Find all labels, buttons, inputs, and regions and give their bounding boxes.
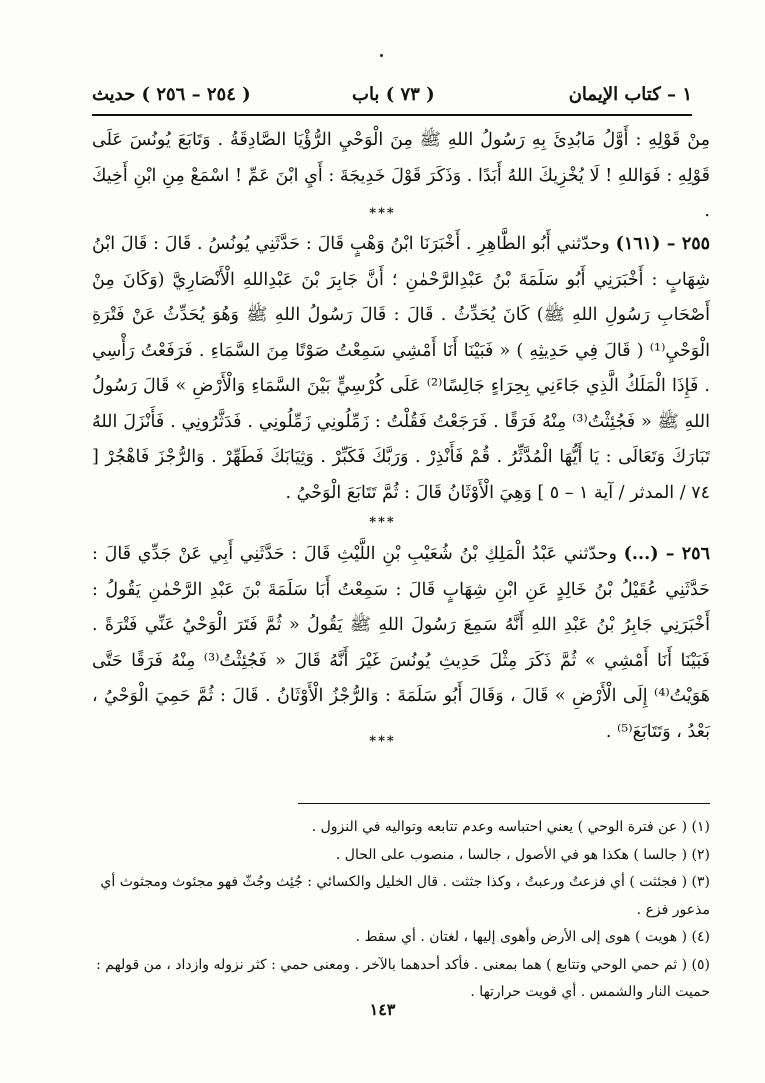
section-separator: ***	[369, 515, 396, 530]
header-rule	[92, 114, 692, 116]
page-dot	[380, 54, 383, 57]
page-number: ١٤٣	[369, 1000, 396, 1019]
hadith-256	[92, 537, 710, 750]
header-hadith-range: ( ٢٥٤ – ٢٥٦ ) حديث	[92, 84, 251, 105]
footnote-3: (٣) ( فجئثت ) أي فزعتُ ورعبتُ ، وكذا جثثت . قال الخليل والكسائي : جُئِث وجُثّ فهو مجئوث ومجثوث أي مذعور فزع .	[100, 874, 710, 918]
footnote-2: (٢) ( جالسا ) هكذا هو في الأصول ، جالسا ، منصوب على الحال .	[335, 846, 710, 863]
hadith-text: وحدّثني عَبْدُ الْمَلِكِ بْنُ شُعَيْبِ بْنِ اللَّيْثِ قَالَ : حَدَّثَنِي أَبِي عَنْ جَدِّي قَالَ : حَدَّثَنِي عُقَيْلُ بْنُ خَالِدٍ عَنِ ابْنِ شِهَابٍ قَالَ : سَمِعْتُ أَبَا سَلَمَةَ بْنَ عَبْدِ الرَّحْمٰنِ يَقُولُ : أَخْبَرَنِي جَابِرُ بْنُ عَبْدِ اللهِ أَنَّهُ سَمِعَ رَسُولَ اللهِ ﷺ يَقُولُ « ثُمَّ فَتَرَ الْوَحْيُ عَنِّي فَتْرَةً . فَبَيْنَا أَنَا أَمْشِي » ثُمَّ ذَكَرَ مِثْلَ حَدِيثِ يُونُسَ غَيْرَ أَنَّهُ قَالَ « فَجُئِثْتُ⁽³⁾ مِنْهُ فَرَقًا حَتَّى هَوَيْتُ⁽⁴⁾ إِلَى الْأَرْضِ » قَالَ ، وَقَالَ أَبُو سَلَمَةَ : وَالرُّجْزُ الْأَوْثَانُ . قَالَ : ثُمَّ حَمِيَ الْوَحْيُ ، بَعْدُ ، وَتَتَابَعَ⁽⁵⁾ .	[92, 544, 710, 742]
footnote-4: (٤) ( هويت ) هوى إلى الأرض وأهوى إليها ، لغتان . أي سقط .	[355, 929, 710, 945]
footnote-5: (٥) ( ثم حمي الوحي وتتابع ) هما بمعنى . فأكد أحدهما بالآخر . ومعنى حمي : كثر نزوله وازداد ، من قولهم : حميت النار والشمس . أي قويت حرارتها .	[96, 956, 710, 1000]
hadith-text: وحدّثني أَبُو الطَّاهِرِ . أَخْبَرَنَا ابْنُ وَهْبٍ قَالَ : حَدَّثَنِي يُونُسُ . قَالَ : قَالَ ابْنُ شِهَابٍ : أَخْبَرَنِي أَبُو سَلَمَةَ بْنُ عَبْدِالرَّحْمٰنِ ؛ أَنَّ جَابِرَ بْنَ عَبْدِاللهِ الْأَنْصَارِيَّ (وَكَانَ مِنْ أَصْحَابِ رَسُولِ اللهِ ﷺ) كَانَ يُحَدِّثُ . قَالَ : قَالَ رَسُولُ اللهِ ﷺ وَهُوَ يُحَدِّثُ عَنْ فَتْرَةِ الْوَحْيِ⁽¹⁾ ( قَالَ فِي حَدِيثِهِ ) « فَبَيْنَا أَنَا أَمْشِي سَمِعْتُ صَوْتًا مِنَ السَّمَاءِ . فَرَفَعْتُ رَأْسِي . فَإِذَا الْمَلَكُ الَّذِي جَاءَنِي بِحِرَاءٍ جَالِسًا⁽²⁾ عَلَى كُرْسِيٍّ بَيْنَ السَّمَاءِ وَالْأَرْضِ » قَالَ رَسُولُ اللهِ ﷺ « فَجُئِثْتُ⁽³⁾ مِنْهُ فَرَقًا . فَرَجَعْتُ فَقُلْتُ : زَمِّلُونِي زَمِّلُونِي . فَدَثَّرُونِي . فَأَنْزَلَ اللهُ تَبَارَكَ وَتَعَالَى : يَا أَيُّهَا الْمُدَّثِّرُ . قُمْ فَأَنْذِرْ . وَرَبَّكَ فَكَبِّرْ . وَثِيَابَكَ فَطَهِّرْ . وَالرُّجْزَ فَاهْجُرْ [ ٧٤ / المدثر / آية ١ – ٥ ] وَهِيَ الْأَوْثَانُ قَالَ : ثُمَّ تَتَابَعَ الْوَحْيُ .	[92, 234, 710, 503]
hadith-number: ٢٥٦ – (...)	[623, 544, 710, 564]
hadith-255	[92, 227, 710, 511]
footnote-rule	[298, 803, 710, 804]
header-book-title: ١ – كتاب الإيمان	[568, 84, 692, 105]
section-separator: ***	[369, 206, 396, 221]
paragraph-continuation: مِنْ قَوْلِهِ : أَوَّلُ مَابُدِئَ بِهِ رَسُولُ اللهِ ﷺ مِنَ الْوَحْيِ الرُّؤْيَا الصَّادِقَةُ . وَتَابَعَ يُونُسَ عَلَى قَوْلِهِ : فَوَاللهِ ! لَا يُخْزِيكَ اللهُ أَبَدًا . وَذَكَرَ قَوْلَ خَدِيجَةَ : أَيِ ابْنَ عَمِّ ! اسْمَعْ مِنِ ابْنِ أَخِيكَ .	[92, 130, 710, 221]
footnote-1: (١) ( عن فترة الوحي ) يعني احتباسه وعدم تتابعه وتواليه في النزول .	[311, 819, 710, 835]
hadith-number: ٢٥٥ – (١٦١)	[615, 234, 711, 254]
running-header	[92, 80, 692, 114]
header-chapter: ( ٧٣ ) باب	[352, 84, 435, 105]
section-separator: ***	[369, 734, 396, 749]
footnotes	[92, 814, 710, 1007]
